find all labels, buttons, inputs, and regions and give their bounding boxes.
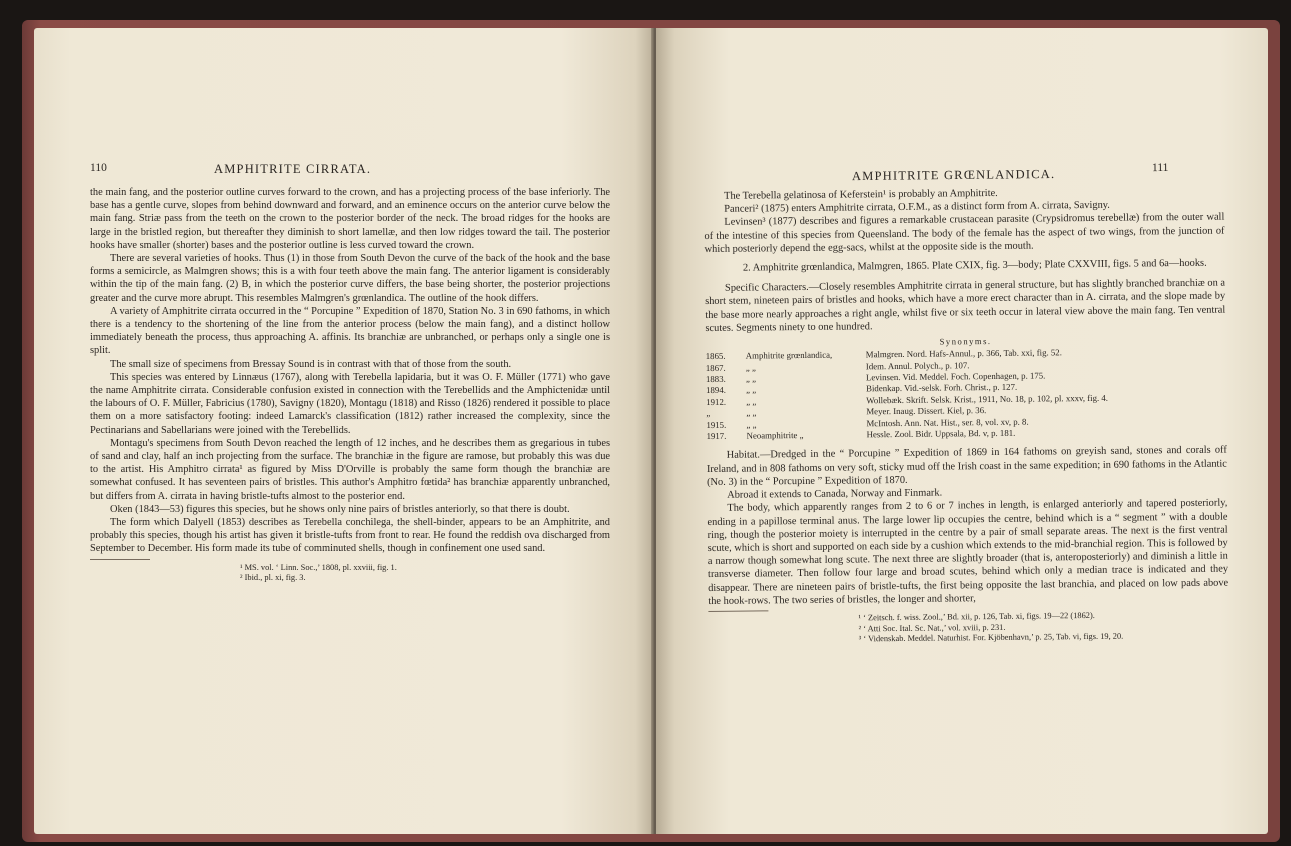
footnote-rule (90, 559, 150, 560)
right-page-body (704, 185, 1229, 647)
synonym-reference: Hessle. Zool. Bidr. Uppsala, Bd. v, p. 181. (866, 427, 1016, 440)
paragraph: Panceri² (1875) enters Amphitrite cirrata, O.F.M., as a distinct form from A. cirrata, Savigny. (724, 199, 1110, 215)
synonym-year: 1865. (705, 351, 726, 362)
synonym-year: „ (706, 408, 711, 419)
synonym-name: „ „ (746, 384, 757, 396)
paragraph: This species was entered by Linnæus (1767), along with Terebella lapidaria, but it was O. F. Müller (1771) who gave the name Amphitrite cirrata. Considerable confusion existed in connection with the Terebellids and the Amphictenidæ until the labours of O. F. Müller, Fabricius (1780), Savigny (1820), Montagu (1818) and Risso (1826) rendered it possible to place them on a more satisfactory footing: indeed Lamarck's classification (1812) rather increased the complexity, since the Pectinarians and Sabellarians were joined with the Terebellids. (90, 371, 610, 436)
synonym-name: „ „ (745, 373, 757, 384)
synonym-reference: Levinsen. Vid. Meddel. Foch. Copenhagen, p. 175. (865, 370, 1046, 383)
synonym-name: „ „ (746, 419, 757, 430)
synonym-reference: McIntosh. Ann. Nat. Hist., ser. 8, vol. xv, p. 8. (866, 416, 1029, 428)
synonym-reference: Idem. Annul. Polych., p. 107. (865, 359, 970, 371)
synonym-year: 1915. (706, 419, 727, 430)
synonym-year: 1894. (706, 385, 726, 396)
paragraph: The Terebella gelatinosa of Keferstein¹ is probably an Amphitrite. (724, 187, 998, 202)
page-number: 110 (90, 162, 107, 174)
footnote: ² ‘ Atti Soc. Ital. Sc. Nat.,’ vol. xviii, p. 231. (858, 622, 1006, 633)
synonym-name: „ „ (745, 362, 756, 373)
paragraph: The form which Dalyell (1853) describes as Terebella conchilega, the shell-binder, appears to be an Amphitrite, and probably this species, though his artist has given it bristle-tufts from front to rear. He found the reddish ova discharged from September to December. His form made its tube of comminuted shells, though in confinement one used sand. (90, 517, 610, 555)
paragraph: Habitat.—Dredged in the “ Porcupine ” Expedition of 1869 in 164 fathoms on greyish sand, stones and corals off Ireland, and in 808 fathoms on very soft, sticky mud off the Irish coast in the same expedition; in 690 fathoms in the Atlantic (No. 3) in the “ Porcupine ” Expedition of 1870. (706, 445, 1227, 488)
paragraph: Oken (1843—53) figures this species, but he shows only nine pairs of bristles anteriorly, so that there is doubt. (110, 503, 570, 515)
footnote: ³ ‘ Videnskab. Meddel. Naturhist. For. Kjöbenhavn,’ p. 25, Tab. vi, figs. 19, 20. (858, 631, 1124, 644)
synonym-year: 1912. (706, 396, 727, 407)
footnote: ¹ ‘ Zeitsch. f. wiss. Zool.,’ Bd. xii, p. 126, Tab. xi, figs. 19—22 (1862). (858, 610, 1095, 623)
synonym-name: „ „ (746, 407, 757, 418)
paragraph: the main fang, and the posterior outline curves forward to the crown, and has a projecting process of the base inferiorly. The base has a gentle curve, slopes from behind downward and forward, and an eminence occurs on the anterior curve below the main fang. Striæ pass from the teeth on the crown to the posterior border of the neck. The broad ridges for the hooks are large in the bristled region, but thereafter they diminish to short lamellæ, and then low ridges toward the tail. The posterior hooks have smaller (shorter) bases and the posterior outline is less curved toward the crown. (90, 187, 610, 251)
running-head: AMPHITRITE GRŒNLANDICA. (851, 166, 1056, 184)
paragraph: Montagu's specimens from South Devon reached the length of 12 inches, and he describes them as gregarious in tubes of sand and clay, half an inch projecting from the surface. The branchiæ in the figure are ramose, but probably this was due to the artist. His Amphitro cirrata¹ as figured by Miss D'Orville is probably the same form though the branchiæ are somewhat confused. It has seventeen pairs of bristles. This author's Amphitro fœtida² has branchiæ apparently unbranched, but differs from A. cirrata in having bristle-tufts almost to the posterior end. (90, 437, 610, 502)
paragraph: There are several varieties of hooks. Thus (1) in those from South Devon the curve of the back of the hook and the base forms a semicircle, as Malmgren shows; this is a with four teeth above the main fang. The anterior ligament is considerably within the tip of the main fang. (2) B, in which the posterior curve differs, the base being shorter, the posterior projections greater and the curve more abrupt. This resembles Malmgren's grœnlandica. The outline of the hook differs. (90, 253, 610, 304)
footnote: ¹ MS. vol. ‘ Linn. Soc.,’ 1808, pl. xxviii, fig. 1. (240, 562, 397, 572)
page-number: 111 (1151, 161, 1169, 175)
paragraph: The body, which apparently ranges from 2 to 6 or 7 inches in length, is enlarged anteriorly and tapered posteriorly, ending in a papillose terminal anus. The large lower lip occupies the centre, behind which is a “ segment ” with a double ring, though the posterior moiety is interrupted in the centre by a pair of small separate areas. The next is the first ventral scute, which is short and supported on each side by a cushion which extends to the mid-branchial region. This is followed by a narrow though somewhat long scute. The next three are slightly broader (that is, anteroposteriorly) and diminish a little in transverse diameter. Then follow four large and broad scutes, behind which only a median trace is indicated and they disappear. There are nineteen pairs of bristle-tufts, the first being opposite the last branchia, and placed on low pads above the hook-rows. The two series of bristles, the longer and shorter, (707, 497, 1229, 607)
paragraph: A variety of Amphitrite cirrata occurred in the “ Porcupine ” Expedition of 1870, Station No. 3 in 690 fathoms, in which there is a tendency to the shortening of the line from the anterior process (below the main fang), and a distinct hollow immediately beneath the process, thus approaching A. affinis. Its branchiæ are unbranched, or perhaps only a single one is split. (90, 305, 610, 357)
synonym-reference: Meyer. Inaug. Dissert. Kiel, p. 36. (866, 405, 987, 417)
book-spread (22, 20, 1280, 842)
synonym-year: 1867. (705, 362, 726, 373)
synonym-year: 1917. (706, 430, 727, 442)
synonym-reference: Bidenkap. Vid.-selsk. Forh. Christ., p. 127. (866, 382, 1018, 394)
left-page (34, 28, 654, 834)
paragraph: Levinsen³ (1877) describes and figures a remarkable crustacean parasite (Crypsidromus terebellæ) from the outer wall of the intestine of this species from Queensland. The body of the female has the aspect of two wings, from the junction of which posteriorly depend the egg-sacs, whilst at the opposite side is the mouth. (704, 211, 1225, 255)
running-head: AMPHITRITE CIRRATA. (214, 162, 372, 176)
synonym-reference: Malmgren. Nord. Hafs-Annul., p. 366, Tab. xxi, fig. 52. (865, 347, 1062, 360)
synonym-name: Amphitrite grœnlandica, (745, 349, 833, 361)
paragraph: The small size of specimens from Bressay Sound is in contrast with that of those from the south. (110, 358, 512, 370)
synonym-year: 1883. (705, 373, 726, 385)
footnote-rule (708, 610, 768, 612)
synonyms-title: Synonyms. (939, 336, 992, 347)
specific-characters: Specific Characters.—Closely resembles Amphitrite cirrata in general structure, but has slightly branched branchiæ on a short stem, nineteen pairs of bristles and hooks, which have a more erect character than in A. cirrata, and the slope made by the base more nearly approaches a right angle, whilst five or six teeth occur in lateral view above the main fang. Ten ventral scutes. Segments ninety to one hundred. (705, 277, 1226, 334)
synonym-name: Neoamphitrite „ (746, 430, 804, 441)
synonym-list (706, 346, 1227, 443)
footnote: ² Ibid., pl. xi, fig. 3. (240, 573, 306, 583)
synonym-name: „ „ (746, 396, 757, 407)
paragraph: Abroad it extends to Canada, Norway and Finmark. (727, 487, 943, 501)
species-heading: 2. Amphitrite grœnlandica, Malmgren, 1865. Plate CXIX, fig. 3—body; Plate CXXVIII, figs. 5 and 6a—hooks. (742, 257, 1207, 274)
synonym-reference: Wollebæk. Skrift. Selsk. Krist., 1911, No. 18, p. 102, pl. xxxv, fig. 4. (866, 392, 1109, 406)
right-page (656, 28, 1268, 834)
left-page-body (90, 186, 610, 584)
